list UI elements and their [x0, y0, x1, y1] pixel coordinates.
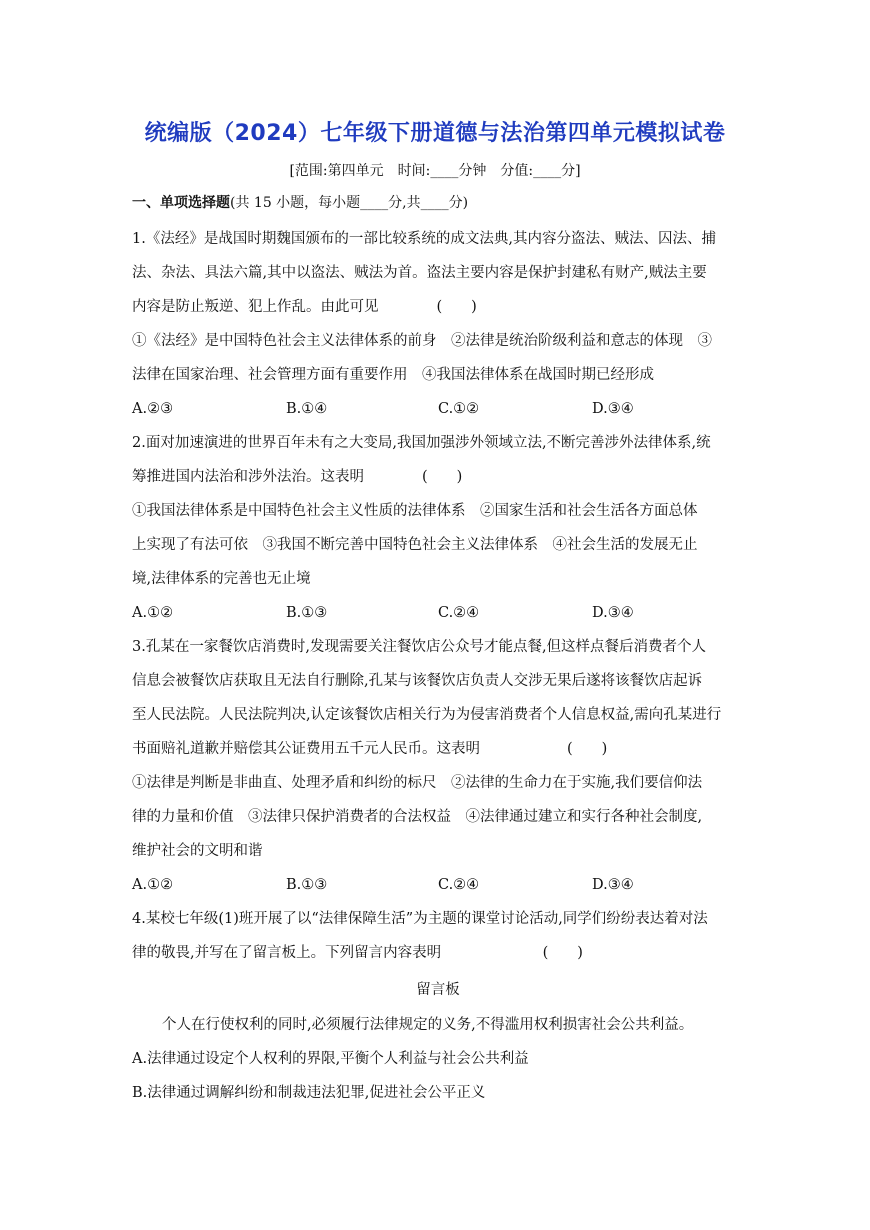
- q1-line-2: 法、杂法、具法六篇,其中以盗法、贼法为首。盗法主要内容是保护封建私有财产,贼法主要: [132, 265, 707, 281]
- q2-option-b[interactable]: B.①③: [286, 605, 328, 621]
- q3-options: [132, 875, 744, 895]
- q3-option-a[interactable]: A.①②: [132, 877, 174, 893]
- section-heading: [132, 193, 744, 213]
- q3-option-d[interactable]: D.③④: [592, 877, 634, 893]
- q3-line-5: ①法律是判断是非曲直、处理矛盾和纠纷的标尺 ②法律的生命力在于实施,我们要信仰法: [132, 775, 703, 791]
- q1-option-d[interactable]: D.③④: [592, 401, 634, 417]
- q4-option-b[interactable]: B.法律通过调解纠纷和制裁违法犯罪,促进社会公平正义: [132, 1085, 486, 1101]
- q3-line-2: 信息会被餐饮店获取且无法自行删除,孔某与该餐饮店负责人交涉无果后遂将该餐饮店起诉: [132, 673, 703, 689]
- q1-option-c[interactable]: C.①②: [438, 401, 480, 417]
- q2-options: [132, 603, 744, 623]
- q3-line-6: 律的力量和价值 ③法律只保护消费者的合法权益 ④法律通过建立和实行各种社会制度,: [132, 809, 703, 825]
- q3-line-4: 书面赔礼道歉并赔偿其公证费用五千元人民币。这表明 ( ): [132, 741, 608, 757]
- q2-option-c[interactable]: C.②④: [438, 605, 480, 621]
- section-label: 一、单项选择题: [132, 195, 230, 211]
- q1-line-5: 法律在国家治理、社会管理方面有重要作用 ④我国法律体系在战国时期已经形成: [132, 367, 654, 383]
- message-board-title: 留言板: [416, 982, 460, 998]
- q4-line-2: 律的敬畏,并写在了留言板上。下列留言内容表明 ( ): [132, 945, 583, 961]
- q2-line-3: ①我国法律体系是中国特色社会主义性质的法律体系 ②国家生活和社会生活各方面总体: [132, 503, 698, 519]
- q4-option-a[interactable]: A.法律通过设定个人权利的界限,平衡个人利益与社会公共利益: [132, 1051, 529, 1067]
- q1-option-a[interactable]: A.②③: [132, 401, 174, 417]
- q2-line-4: 上实现了有法可依 ③我国不断完善中国特色社会主义法律体系 ④社会生活的发展无止: [132, 537, 698, 553]
- q1-line-1: 1.《法经》是战国时期魏国颁布的一部比较系统的成文法典,其内容分盗法、贼法、囚法、捕: [132, 231, 716, 247]
- q2-line-5: 境,法律体系的完善也无止境: [132, 571, 311, 587]
- q3-line-7: 维护社会的文明和谐: [132, 843, 263, 859]
- q1-line-4: ①《法经》是中国特色社会主义法律体系的前身 ②法律是统治阶级利益和意志的体现 ③: [132, 333, 712, 349]
- q2-line-2: 筹推进国内法治和涉外法治。这表明 ( ): [132, 469, 463, 485]
- q4-line-1: 4.某校七年级(1)班开展了以“法律保障生活”为主题的课堂讨论活动,同学们纷纷表达着对法: [132, 911, 708, 927]
- q3-line-3: 至人民法院。人民法院判决,认定该餐饮店相关行为为侵害消费者个人信息权益,需向孔某进行: [132, 707, 722, 723]
- q1-options: [132, 399, 744, 419]
- q2-line-1: 2.面对加速演进的世界百年未有之大变局,我国加强涉外领域立法,不断完善涉外法律体系,统: [132, 435, 711, 451]
- message-board-text: 个人在行使权利的同时,必须履行法律规定的义务,不得滥用权利损害社会公共利益。: [162, 1017, 694, 1033]
- q3-option-c[interactable]: C.②④: [438, 877, 480, 893]
- exam-title: 统编版（2024）七年级下册道德与法治第四单元模拟试卷: [144, 121, 726, 146]
- section-note: (共 15 小题，每小题____分,共____分): [230, 195, 469, 211]
- q1-option-b[interactable]: B.①④: [286, 401, 328, 417]
- exam-scope-line: [范围:第四单元 时间:____分钟 分值:____分]: [289, 163, 581, 179]
- q2-option-a[interactable]: A.①②: [132, 605, 174, 621]
- q3-option-b[interactable]: B.①③: [286, 877, 328, 893]
- q1-line-3: 内容是防止叛逆、犯上作乱。由此可见 ( ): [132, 299, 477, 315]
- q3-line-1: 3.孔某在一家餐饮店消费时,发现需要关注餐饮店公众号才能点餐,但这样点餐后消费者个人: [132, 639, 707, 655]
- q2-option-d[interactable]: D.③④: [592, 605, 634, 621]
